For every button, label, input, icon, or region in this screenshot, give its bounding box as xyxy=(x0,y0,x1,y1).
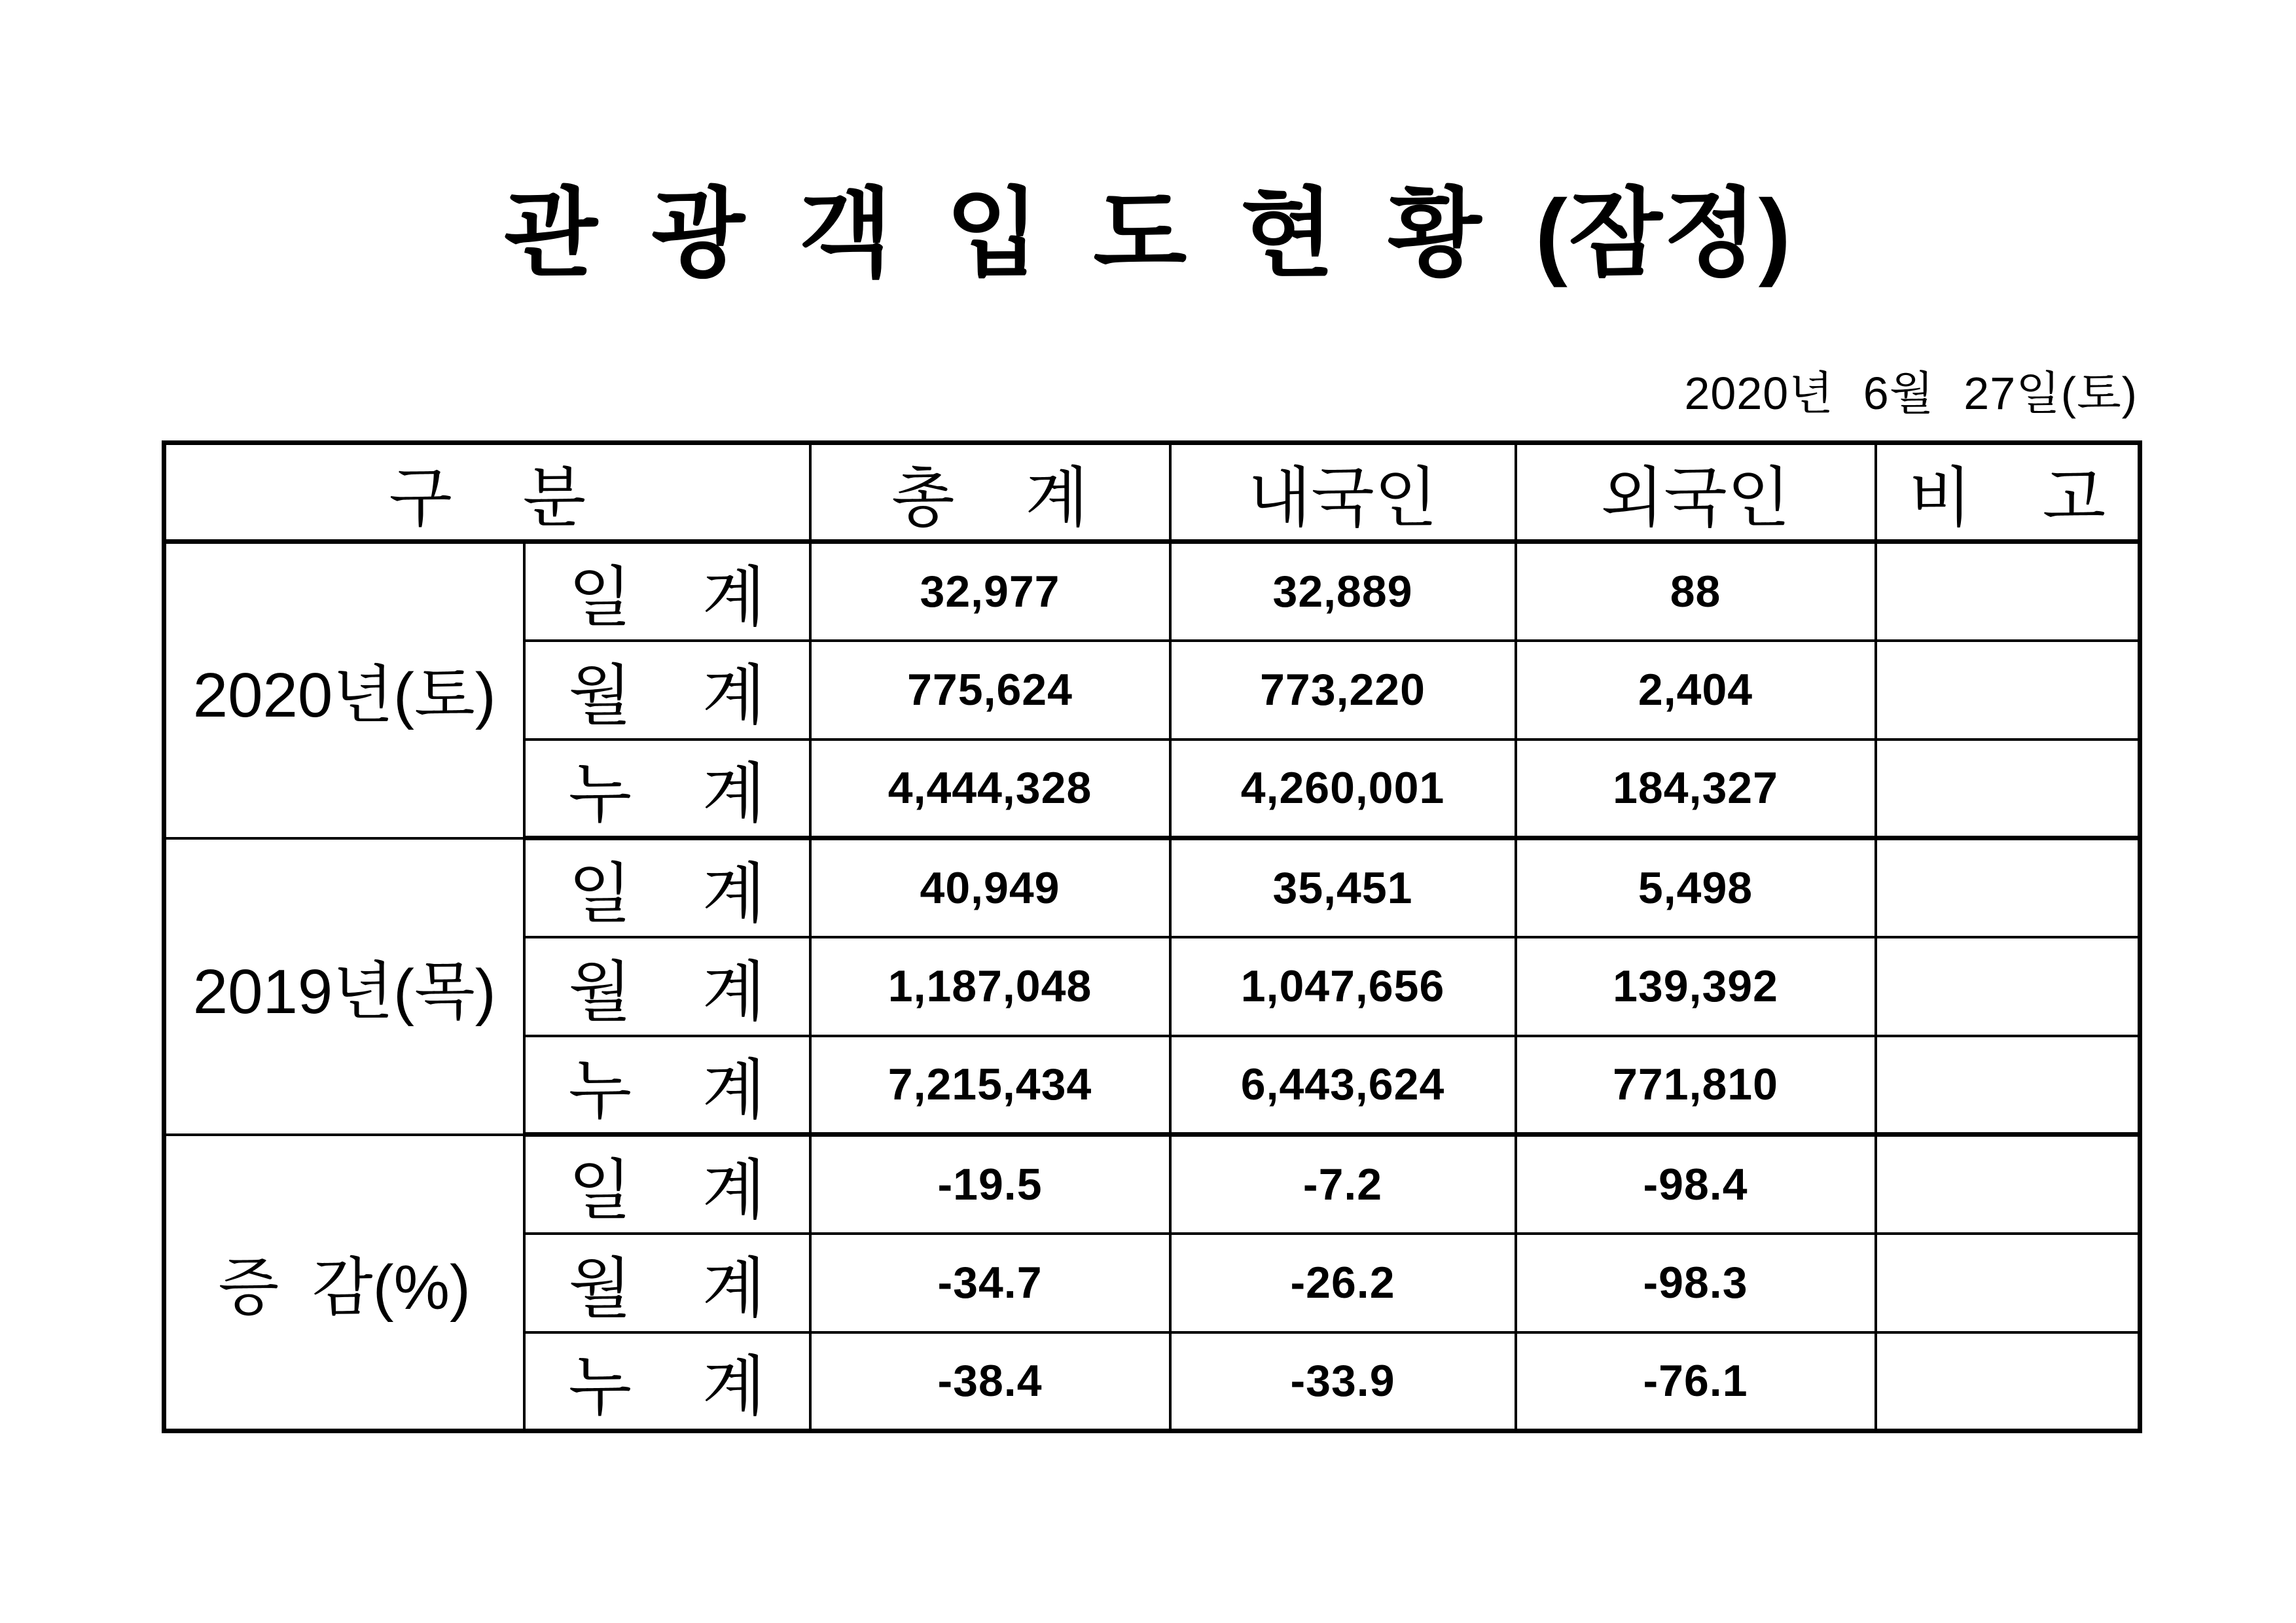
row-label-monthly: 월 계 xyxy=(524,937,810,1036)
page-title: 관 광 객 입 도 현 황 (잠정) xyxy=(503,180,1793,288)
row-label-cumulative: 누 계 xyxy=(524,740,810,838)
total-cell: 32,977 xyxy=(810,542,1170,641)
report-date: 2020년 6월 27일(토) xyxy=(1684,368,2138,419)
note-cell xyxy=(1876,542,2140,641)
header-col-total: 총 계 xyxy=(810,443,1170,542)
foreign-cell: 88 xyxy=(1516,542,1876,641)
header-row xyxy=(164,443,2140,542)
domestic-cell: 32,889 xyxy=(1170,542,1516,641)
header-col-note: 비 고 xyxy=(1876,443,2140,542)
note-cell xyxy=(1876,641,2140,740)
row-label-monthly: 월 계 xyxy=(524,641,810,740)
foreign-cell: 2,404 xyxy=(1516,641,1876,740)
total-cell: -38.4 xyxy=(810,1332,1170,1431)
foreign-cell: -76.1 xyxy=(1516,1332,1876,1431)
note-cell xyxy=(1876,1332,2140,1431)
row-label-cumulative: 누 계 xyxy=(524,1036,810,1135)
foreign-cell: 184,327 xyxy=(1516,740,1876,838)
foreign-cell: 771,810 xyxy=(1516,1036,1876,1135)
total-cell: 7,215,434 xyxy=(810,1036,1170,1135)
header-col-domestic: 내국인 xyxy=(1170,443,1516,542)
group-label-change: 증 감(%) xyxy=(164,1135,524,1431)
foreign-cell: 139,392 xyxy=(1516,937,1876,1036)
total-cell: 40,949 xyxy=(810,838,1170,937)
header-col-group: 구 분 xyxy=(164,443,810,542)
foreign-cell: -98.3 xyxy=(1516,1234,1876,1332)
foreign-cell: -98.4 xyxy=(1516,1135,1876,1234)
domestic-cell: -33.9 xyxy=(1170,1332,1516,1431)
row-label-daily: 일 계 xyxy=(524,1135,810,1234)
domestic-cell: 6,443,624 xyxy=(1170,1036,1516,1135)
note-cell xyxy=(1876,1036,2140,1135)
tourist-arrivals-table xyxy=(162,440,2142,1433)
group-label-2019: 2019년(목) xyxy=(164,838,524,1135)
table-row xyxy=(164,542,2140,641)
group-label-2020: 2020년(토) xyxy=(164,542,524,838)
domestic-cell: 35,451 xyxy=(1170,838,1516,937)
row-label-cumulative: 누 계 xyxy=(524,1332,810,1431)
foreign-cell: 5,498 xyxy=(1516,838,1876,937)
domestic-cell: 773,220 xyxy=(1170,641,1516,740)
domestic-cell: 1,047,656 xyxy=(1170,937,1516,1036)
domestic-cell: -26.2 xyxy=(1170,1234,1516,1332)
domestic-cell: 4,260,001 xyxy=(1170,740,1516,838)
note-cell xyxy=(1876,1234,2140,1332)
row-label-daily: 일 계 xyxy=(524,838,810,937)
note-cell xyxy=(1876,740,2140,838)
note-cell xyxy=(1876,937,2140,1036)
total-cell: -19.5 xyxy=(810,1135,1170,1234)
domestic-cell: -7.2 xyxy=(1170,1135,1516,1234)
total-cell: 775,624 xyxy=(810,641,1170,740)
note-cell xyxy=(1876,838,2140,937)
note-cell xyxy=(1876,1135,2140,1234)
table-row xyxy=(164,1135,2140,1234)
row-label-monthly: 월 계 xyxy=(524,1234,810,1332)
row-label-daily: 일 계 xyxy=(524,542,810,641)
total-cell: -34.7 xyxy=(810,1234,1170,1332)
total-cell: 1,187,048 xyxy=(810,937,1170,1036)
header-col-foreign: 외국인 xyxy=(1516,443,1876,542)
total-cell: 4,444,328 xyxy=(810,740,1170,838)
table-row xyxy=(164,838,2140,937)
